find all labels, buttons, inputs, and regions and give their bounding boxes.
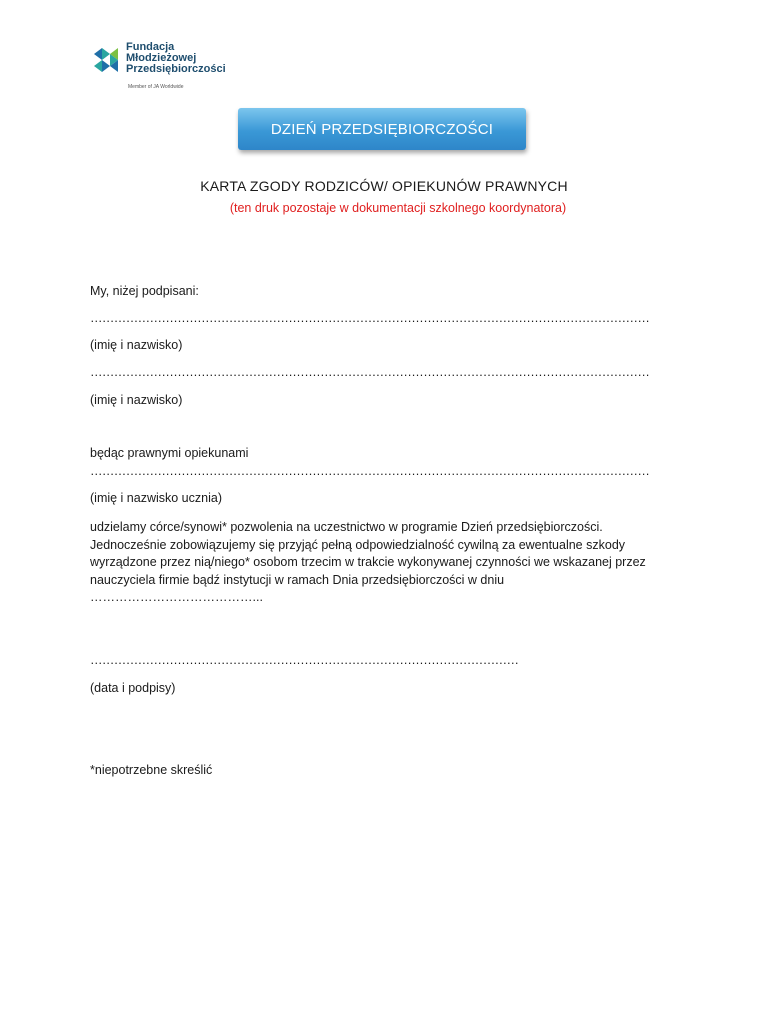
- page-title: KARTA ZGODY RODZICÓW/ OPIEKUNÓW PRAWNYCH: [200, 178, 568, 194]
- student-name-field[interactable]: ……………………………………………………………………………………………………………………………: [90, 464, 650, 478]
- parent2-name-label: (imię i nazwisko): [90, 393, 183, 407]
- logo-member-text: Member of JA Worldwide: [128, 84, 184, 90]
- parent2-name-field[interactable]: ……………………………………………………………………………………………………………………………: [90, 365, 650, 379]
- logo-line-2: Młodzieżowej: [126, 52, 197, 64]
- student-name-label: (imię i nazwisko ucznia): [90, 491, 222, 505]
- signature-field[interactable]: ………………………………………………………………………………………………: [90, 653, 519, 667]
- intro-text: My, niżej podpisani:: [90, 284, 199, 298]
- parent1-name-label: (imię i nazwisko): [90, 338, 183, 352]
- page-subtitle: (ten druk pozostaje w dokumentacji szkolnego koordynatora): [229, 201, 567, 215]
- guardians-text: będąc prawnymi opiekunami: [90, 446, 249, 460]
- event-banner: DZIEŃ PRZEDSIĘBIORCZOŚCI: [238, 108, 526, 150]
- foundation-logo: [92, 40, 232, 92]
- logo-triangles-icon: [92, 44, 124, 78]
- signature-label: (data i podpisy): [90, 681, 176, 695]
- logo-line-1: Fundacja: [126, 41, 175, 53]
- consent-paragraph: udzielamy córce/synowi* pozwolenia na uczestnictwo w programie Dzień przedsiębiorczości. Jednocześnie zobowiązujemy się przyjąć pełną odpowiedzialność cywilną za ewentualne szkody wyrządzone przez nią/niego* osobom trzecim w trakcie wykonywanej czynności we wskazanej przez nauczyciela firmie bądź instytucji w ramach Dnia przedsiębiorczości w dniu …………………………………...: [90, 520, 646, 604]
- logo-wordmark: [126, 42, 226, 75]
- logo-line-3: Przedsiębiorczości: [126, 63, 226, 75]
- footnote: *niepotrzebne skreślić: [90, 763, 213, 777]
- parent1-name-field[interactable]: ……………………………………………………………………………………………………………………………: [90, 311, 650, 325]
